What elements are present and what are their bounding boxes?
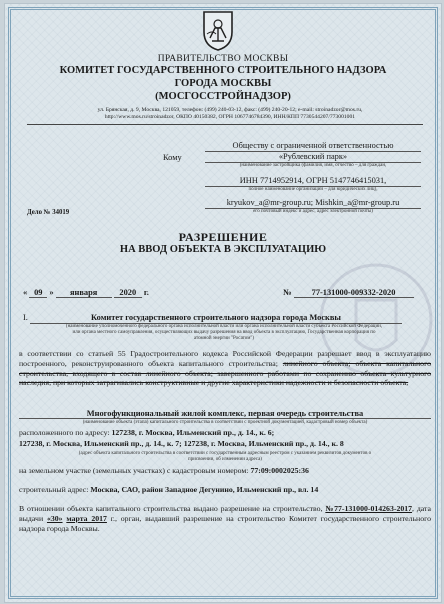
address-caption2: присвоении, об изменении адреса) [188,457,262,462]
section-1 [23,313,429,324]
legal-basis-text: в соответствии со статьей 55 Градостроительного кодекса Российской Федерации разрешает ввод в эксплуатацию построенного, реконструированного объекта капитального строительства; [19,349,431,368]
recipient-name-line2: «Рублевский парк» [205,152,421,163]
moscow-coat-of-arms-icon [198,8,238,52]
permit-text-2: орган, выдавший разрешение на строительство Комитет государственного строительного надзора города Москвы. [19,513,432,533]
government-name: ПРАВИТЕЛЬСТВО МОСКВЫ [157,54,289,64]
recipient-caption3: его почтовый индекс и адрес, адрес электронной почты) [253,209,373,214]
committee-address-line2: http://www.mos.ru/stroinadzor, ОКПО 40150382, ОГРН 1067746784390, ИНН/КПП 7730544207/773001001 [104,114,356,120]
permit-date-prefix: , дата выдачи [19,504,432,523]
document-subtitle: НА ВВОД ОБЪЕКТА В ЭКСПЛУАТАЦИЮ [119,244,327,255]
permit-date-day: «30» [46,513,63,523]
committee-short-name: (МОСГОССТРОЙНАДЗОР) [155,91,291,102]
case-number: Дело № 34019 [27,209,70,216]
date-day: 09 [29,288,47,298]
date-month: января [56,288,112,298]
section-1-caption1: (наименование уполномоченного федерального органа исполнительной власти или органа исполнительной власти субъекта Российской Федерации, [65,324,383,329]
construction-permit-number: 77-131000-014263-2017 [334,504,413,513]
construction-permit-paragraph [19,504,431,533]
section-1-caption2: или органа местного самоуправления, осуществляющих выдачу разрешения на ввод объекта в эксплуатацию, Государственная корпорация по [72,330,376,335]
land-plot-prefix: на земельном участке (земельных участках) с кадастровым номером: [19,466,249,475]
recipient-inn-ogrn: ИНН 7714952914, ОГРН 5147746415031, [205,176,421,187]
object-located-prefix: расположенного по адресу: [19,428,110,437]
date-quote-open: « [23,288,28,297]
recipient-caption1: (наименование застройщика (фамилия, имя, отчество – для граждан, [239,163,387,168]
object-address-2: 127238, г. Москва, Ильменский пр., д. 14., к. 7; [19,439,182,448]
building-address: Москва, САО, район Западное Дегунино, Ильменский пр., вл. 14 [90,485,319,494]
recipient-email: kryukov_a@mr-group.ru; Mishkin_a@mr-group.ru [205,198,421,209]
permit-date-month: марта 2017 [66,513,107,523]
object-address-line1 [19,428,433,438]
building-address-prefix: строительный адрес: [19,485,89,494]
legal-basis-paragraph [19,349,431,388]
permit-date-suffix: г., [110,513,117,523]
committee-name-line1: КОМИТЕТ ГОСУДАРСТВЕННОГО СТРОИТЕЛЬНОГО НАДЗОРА [59,65,387,76]
document-sheet [4,3,442,603]
date-year-suffix: г. [143,288,149,297]
address-caption1: (адрес объекта капитального строительства в соответствии с государственным адресным реестром с указанием реквизитов документов о [78,451,372,456]
legal-basis-struck-text: линейного объекта; объекта капитального строительства, входящего в состав линейного объекта; завершенного работами по сохранению объекта культурного наследия, при которых затрагивались конструктивные и другие характеристики надежности и безопасности объекта, [19,358,431,388]
permit-number-prefix: № [325,504,335,513]
recipient-name-line1: Обществу с ограниченной ответственностью [205,141,421,152]
land-plot-line [19,466,433,476]
permit-number: 77-131000-009332-2020 [294,288,414,298]
object-address-1: 127238, г. Москва, Ильменский пр., д. 14., к. 6; [111,428,275,437]
header-divider [27,124,423,125]
object-name: Многофункциональный жилой комплекс, первая очередь строительства [19,409,431,419]
permit-text-1: В отношении объекта капитального строительства выдано разрешение на строительство, [19,504,323,513]
committee-address-line1: ул. Брянская, д. 9, Москва, 121059, телефон: (499) 240-03-12, факс: (499) 240-20-12; e-mail: stroinadzor@mos.ru, [97,107,363,113]
object-name-caption: (наименование объекта (этапа) капитального строительства в соответствии с проектной документацией, кадастровый номер объекта) [82,420,368,425]
section-1-index: I. [23,313,28,322]
recipient-caption2: полное наименование организации – для юридических лиц), [248,187,378,192]
recipient-to-label: Кому [163,153,182,162]
number-label: № [283,288,292,297]
date-year: 2020 [114,288,142,298]
object-address-3: 127238, г. Москва, Ильменский пр., д. 14., к. 8 [183,439,344,448]
section-1-body: Комитет государственного строительного надзора города Москвы [30,313,402,324]
issue-date [23,288,149,298]
section-1-caption3: атомной энергии "Росатом") [193,336,255,341]
date-quote-close: » [49,288,54,297]
committee-name-line2: ГОРОДА МОСКВЫ [174,78,272,89]
building-address-line [19,485,433,495]
document-title: РАЗРЕШЕНИЕ [178,230,268,244]
object-address-line2 [19,439,433,449]
cadastral-number: 77:09:0002025:36 [250,466,309,475]
